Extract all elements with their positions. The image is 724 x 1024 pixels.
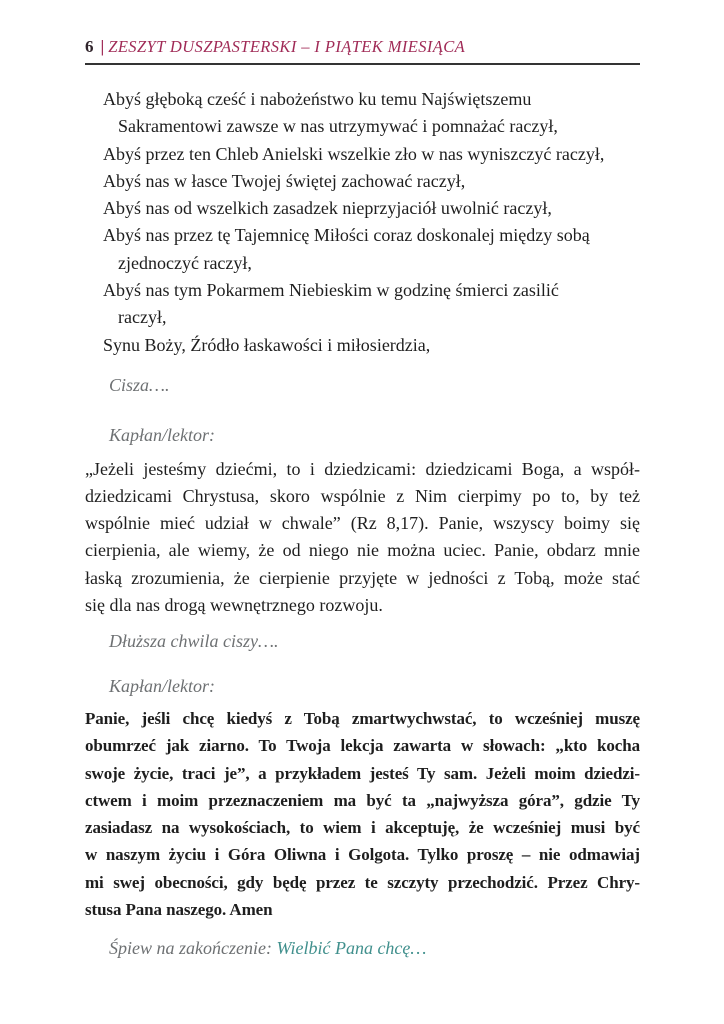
litany-line: Sakramentowi zawsze w nas utrzymywać i pomnażać raczył, xyxy=(118,116,558,137)
running-title: ZESZYT DUSZPASTERSKI – I PIĄTEK MIESIĄCA xyxy=(108,37,466,56)
litany-line: Abyś nas przez tę Tajemnicę Miłości coraz doskonalej między sobą xyxy=(103,225,590,246)
paragraph-line: wspólnie mieć udział w chwale” (Rz 8,17). Panie, wszyscy boimy się xyxy=(85,513,640,534)
litany-line: Abyś nas od wszelkich zasadzek nieprzyjaciół uwolnić raczył, xyxy=(103,198,552,219)
paragraph-line: cierpienia, ale wiemy, że od niego nie można uciec. Panie, obdarz mnie xyxy=(85,540,640,561)
paragraph-line: dziedzicami Chrystusa, skoro wspólnie z Nim cierpimy po to, by też xyxy=(85,485,640,506)
paragraph-line: łaską zrozumienia, że cierpienie przyjęte w jedności z Tobą, może stać xyxy=(85,567,640,588)
rubric-speaker: Kapłan/lektor: xyxy=(109,675,215,696)
paragraph-line: ctwem i moim przeznaczeniem ma być ta „najwyższa góra”, gdzie Ty xyxy=(85,790,640,810)
prayer-paragraph-2 xyxy=(85,705,640,923)
closing-song-line xyxy=(85,935,640,962)
header-rule xyxy=(85,63,640,65)
litany-line: Abyś głęboką cześć i nabożeństwo ku temu Najświętszemu xyxy=(103,89,532,109)
paragraph-line: „Jeżeli jesteśmy dziećmi, to i dziedzicami: dziedzicami Boga, a współ- xyxy=(85,458,640,479)
paragraph-line: swoje życie, traci je”, a przykładem jesteś Ty sam. Jeżeli moim dziedzi- xyxy=(85,763,640,783)
litany-block xyxy=(85,86,640,359)
rubric-silence: Dłuższa chwila ciszy…. xyxy=(109,631,279,652)
reading-paragraph-1 xyxy=(85,456,640,620)
running-header xyxy=(85,38,640,56)
header-separator: | xyxy=(100,37,105,56)
paragraph-line: się dla nas drogą wewnętrznego rozwoju. xyxy=(85,595,383,616)
paragraph-line: stusa Pana naszego. Amen xyxy=(85,900,273,920)
rubric-silence: Cisza…. xyxy=(109,374,170,395)
litany-line: Abyś nas w łasce Twojej świętej zachować raczył, xyxy=(103,170,466,191)
litany-line: zjednoczyć raczył, xyxy=(118,252,252,273)
litany-line: Abyś przez ten Chleb Anielski wszelkie zło w nas wyniszczyć raczył, xyxy=(103,143,605,164)
closing-song-title: Wielbić Pana chcę… xyxy=(276,938,427,959)
paragraph-line: Panie, jeśli chcę kiedyś z Tobą zmartwychwstać, to wcześniej muszę xyxy=(85,708,640,728)
litany-line: Abyś nas tym Pokarmem Niebieskim w godzinę śmierci zasilić xyxy=(103,280,559,301)
closing-label: Śpiew na zakończenie: xyxy=(109,938,277,959)
paragraph-line: zasiadasz na wysokościach, to wiem i akceptuję, że wcześniej musi być xyxy=(85,818,640,838)
paragraph-line: mi swej obecności, gdy będę przez te szczyty przechodzić. Przez Chry- xyxy=(85,872,640,892)
paragraph-line: obumrzeć jak ziarno. To Twoja lekcja zawarta w słowach: „kto kocha xyxy=(85,736,640,756)
litany-line: Synu Boży, Źródło łaskawości i miłosierdzia, xyxy=(103,334,431,355)
paragraph-line: w naszym życiu i Góra Oliwna i Golgota. Tylko proszę – nie odmawiaj xyxy=(85,845,640,865)
rubric-speaker: Kapłan/lektor: xyxy=(109,425,215,446)
litany-line: raczył, xyxy=(118,307,167,328)
page-number: 6 xyxy=(85,37,94,56)
